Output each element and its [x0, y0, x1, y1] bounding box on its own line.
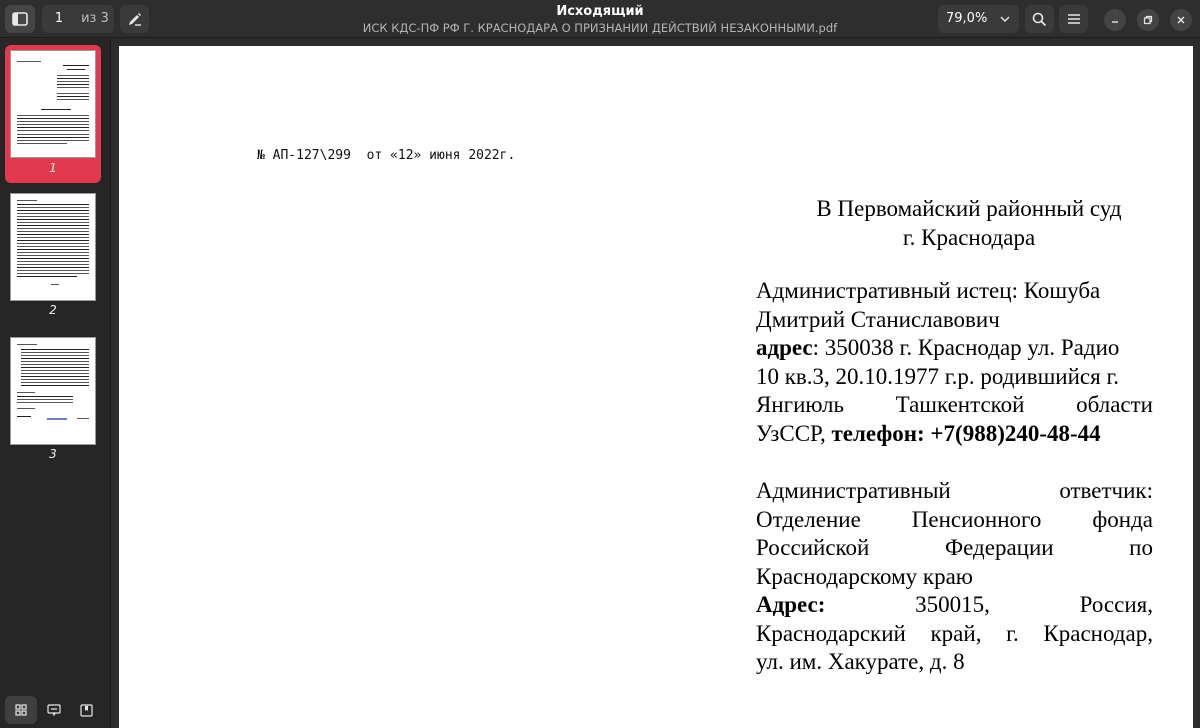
defendant-word: Пенсионного [911, 506, 1042, 532]
defendant-address-line [756, 591, 1153, 620]
address-line: 10 кв.3, 20.10.1977 г.р. родившийся г. [756, 363, 1120, 389]
plaintiff-name: Дмитрий Станиславович [756, 306, 1000, 332]
document-view[interactable] [112, 39, 1200, 728]
page-navigator [42, 5, 114, 33]
hamburger-menu-icon [1067, 13, 1081, 25]
search-button[interactable] [1025, 5, 1054, 33]
defendant-address-word: край, [930, 620, 982, 646]
annotations-icon [47, 704, 61, 716]
defendant-word: ответчик: [1059, 478, 1153, 503]
thumbnail-image [10, 193, 96, 301]
sidebar-icon [12, 12, 28, 26]
annotations-tab[interactable] [38, 696, 70, 724]
defendant-address-word: г. [1006, 620, 1019, 646]
thumbnail-image [10, 50, 96, 158]
zoom-dropdown[interactable] [938, 5, 1019, 33]
defendant-word: Федерации [944, 535, 1054, 560]
thumbnails-tab[interactable] [5, 696, 37, 724]
page-thumbnail[interactable] [5, 333, 101, 463]
defendant-address-word: 350015, [915, 592, 990, 617]
thumbnail-image [10, 337, 96, 445]
phone-number: телефон: +7(988)240-48-44 [831, 420, 1101, 446]
defendant-address-word: Краснодар, [1043, 620, 1153, 646]
address-word: области [1076, 392, 1153, 417]
address-line [756, 391, 1153, 420]
main-menu-button[interactable] [1059, 5, 1088, 33]
page-thumbnail[interactable] [5, 45, 101, 183]
thumbnail-label: 3 [49, 447, 57, 461]
address-text: : 350038 г. Краснодар ул. Радио [812, 335, 1120, 360]
defendant-address-label: Адрес: [756, 592, 826, 617]
chevron-down-icon [1000, 15, 1010, 23]
search-icon [1032, 12, 1047, 27]
defendant-word: по [1129, 535, 1153, 560]
defendant-line [756, 506, 1153, 535]
defendant-line [756, 477, 1153, 506]
phone-line [756, 420, 1153, 449]
header-bar [0, 0, 1200, 38]
document-title: Исходящий [556, 4, 644, 19]
defendant-word: Административный [756, 478, 951, 503]
defendant-block [756, 477, 1153, 677]
sidebar-toggle-button[interactable] [5, 5, 35, 33]
court-city: г. Краснодара [902, 225, 1036, 250]
page-thumbnail[interactable] [5, 189, 101, 319]
sidebar-view-switcher [5, 696, 103, 724]
defendant-address-word: Краснодарский [756, 620, 906, 646]
restore-icon [1143, 15, 1153, 25]
thumbnail-label: 2 [49, 303, 57, 317]
plaintiff-line: Административный истец: Кошуба [756, 278, 1101, 303]
defendant-address-line [756, 620, 1153, 649]
defendant-address-word: Россия, [1079, 592, 1153, 617]
court-name: В Первомайский районный суд [816, 196, 1122, 221]
close-icon [1176, 15, 1186, 25]
bookmark-icon [80, 704, 93, 717]
address-text: УзССР, [756, 420, 832, 446]
address-label: адрес [756, 335, 813, 360]
close-button[interactable] [1170, 9, 1192, 31]
bookmarks-tab[interactable] [70, 696, 102, 724]
defendant-word: Российской [756, 535, 870, 560]
reference-number: № АП-127\299 от «12» июня 2022г. [257, 148, 516, 163]
defendant-address-line: ул. им. Хакурате, д. 8 [756, 649, 965, 674]
thumbnail-label: 1 [49, 161, 57, 175]
maximize-button[interactable] [1137, 9, 1159, 31]
address-line [756, 334, 1153, 363]
annotate-button[interactable] [120, 5, 149, 33]
grid-icon [15, 704, 27, 716]
pdf-page [119, 46, 1193, 728]
defendant-word: фонда [1092, 506, 1153, 532]
zoom-value: 79,0% [946, 11, 988, 26]
window-title [330, 3, 870, 36]
thumbnail-sidebar [0, 39, 111, 728]
defendant-word: Отделение [756, 506, 861, 532]
plaintiff-block [756, 277, 1153, 448]
defendant-line [756, 534, 1153, 563]
document-filename: ИСК КДС-ПФ РФ Г. КРАСНОДАРА О ПРИЗНАНИИ ДЕЙСТВИЙ НЕЗАКОННЫМИ.pdf [362, 21, 838, 35]
page-number-input[interactable]: 1 [54, 11, 64, 26]
pen-icon [127, 12, 142, 27]
page-count-label: из 3 [81, 11, 109, 26]
address-word: Ташкентской [895, 392, 1025, 417]
minimize-icon [1110, 15, 1120, 25]
address-word: Янгиюль [756, 392, 844, 417]
defendant-line: Краснодарскому краю [756, 563, 973, 589]
minimize-button[interactable] [1104, 9, 1126, 31]
